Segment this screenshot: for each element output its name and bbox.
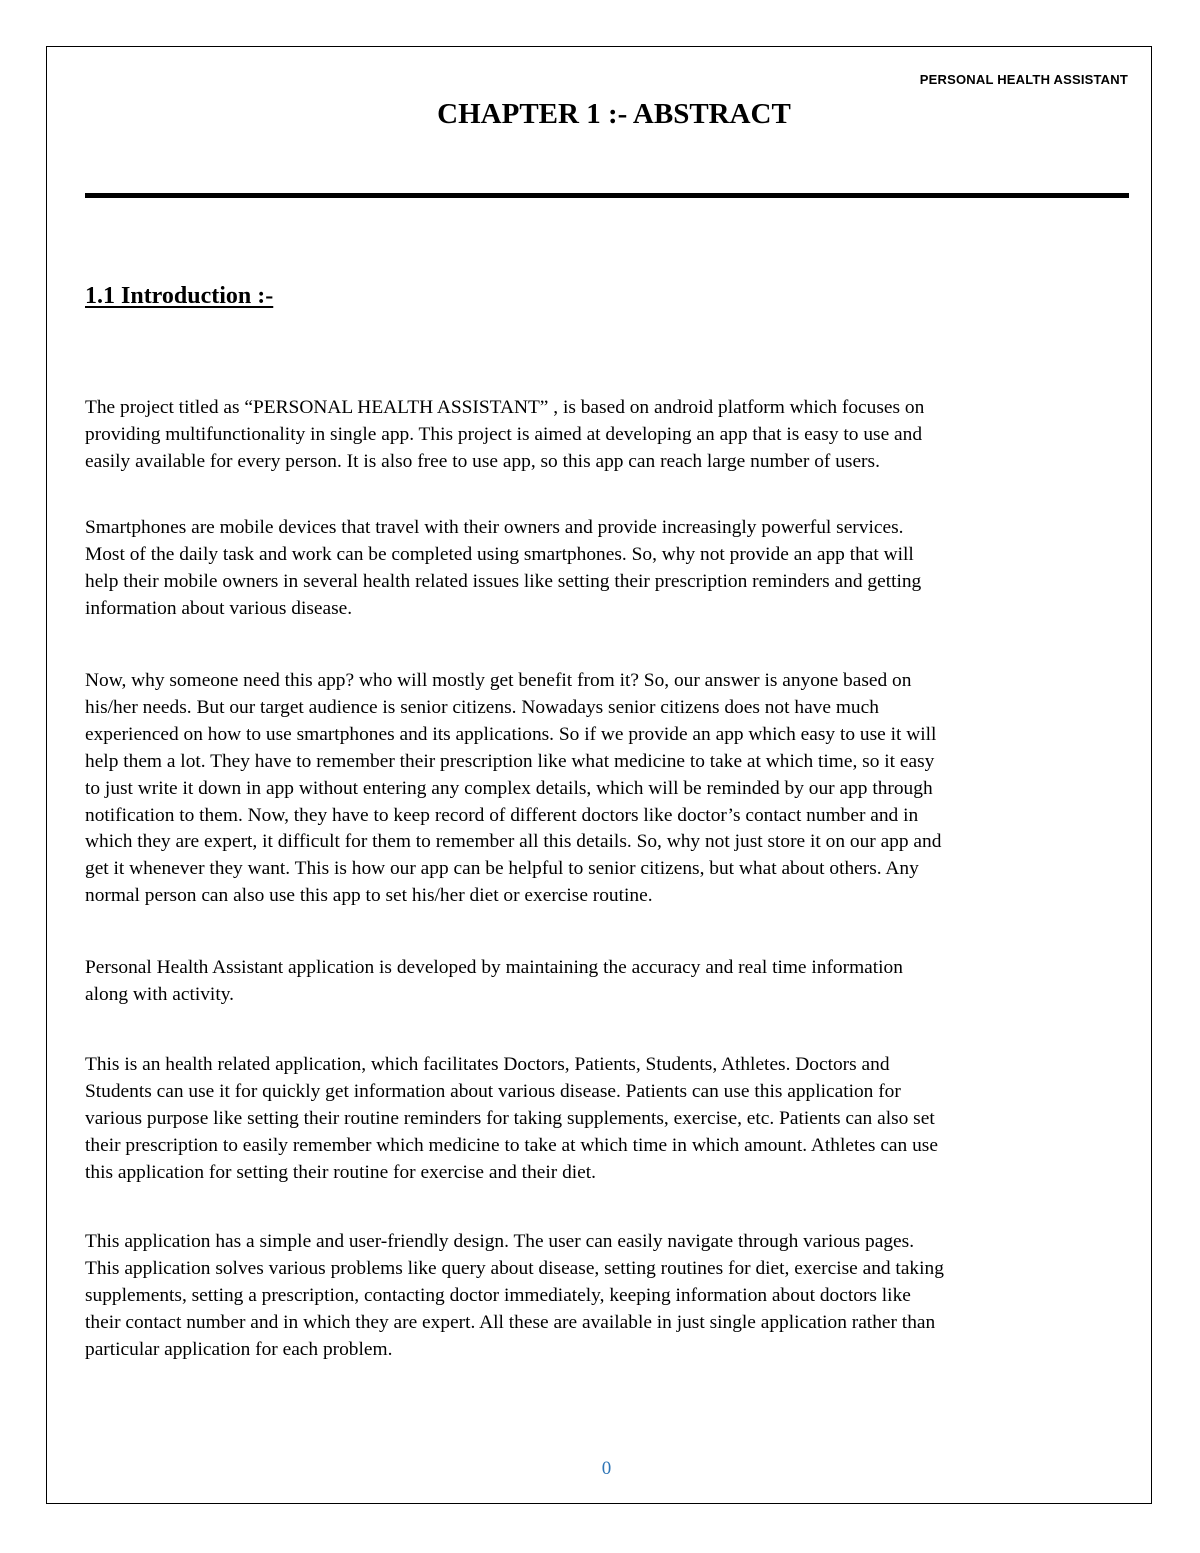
text-line: experienced on how to use smartphones and its applications. So if we provide an app which easy to use it will: [85, 723, 937, 745]
section-heading: 1.1 Introduction :-: [85, 283, 274, 309]
running-header: PERSONAL HEALTH ASSISTANT: [919, 72, 1128, 87]
paragraph-6: [85, 1229, 1133, 1364]
text-line: along with activity.: [85, 983, 234, 1005]
paragraph-2: [85, 515, 1133, 623]
paragraph-3: [85, 668, 1133, 910]
text-line: This application solves various problems like query about disease, setting routines for diet, exercise and taking: [85, 1257, 944, 1279]
text-line: their contact number and in which they are expert. All these are available in just single application rather than: [85, 1311, 936, 1333]
text-line: this application for setting their routine for exercise and their diet.: [85, 1161, 596, 1183]
text-line: help their mobile owners in several health related issues like setting their prescription reminders and getting: [85, 570, 922, 592]
text-line: This is an health related application, which facilitates Doctors, Patients, Students, Athletes. Doctors and: [85, 1054, 890, 1075]
text-line: help them a lot. They have to remember their prescription like what medicine to take at which time, so it easy: [85, 750, 935, 772]
text-line: Now, why someone need this app? who will mostly get benefit from it? So, our answer is anyone based on: [85, 670, 912, 691]
text-line: easily available for every person. It is also free to use app, so this app can reach large number of users.: [85, 450, 880, 472]
text-line: Most of the daily task and work can be completed using smartphones. So, why not provide an app that will: [85, 543, 914, 565]
title-divider: [85, 193, 1129, 198]
text-line: which they are expert, it difficult for them to remember all this details. So, why not just store it on our app and: [85, 831, 942, 853]
text-line: particular application for each problem.: [85, 1338, 393, 1360]
text-line: supplements, setting a prescription, contacting doctor immediately, keeping information about doctors like: [85, 1284, 911, 1306]
paragraph-4: [85, 955, 1133, 1009]
chapter-title: CHAPTER 1 :- ABSTRACT: [437, 98, 791, 130]
text-line: get it whenever they want. This is how our app can be helpful to senior citizens, but what about others. Any: [85, 858, 919, 880]
text-line: This application has a simple and user-friendly design. The user can easily navigate through various pages.: [85, 1231, 915, 1252]
text-line: notification to them. Now, they have to keep record of different doctors like doctor’s contact number and in: [85, 804, 919, 826]
text-line: to just write it down in app without entering any complex details, which will be reminded by our app through: [85, 777, 933, 799]
text-line: normal person can also use this app to set his/her diet or exercise routine.: [85, 885, 653, 907]
text-line: Students can use it for quickly get information about various disease. Patients can use this application for: [85, 1080, 901, 1102]
text-line: their prescription to easily remember which medicine to take at which time in which amount. Athletes can use: [85, 1134, 938, 1156]
paragraph-1: [85, 395, 1133, 476]
paragraph-5: [85, 1052, 1133, 1187]
text-line: The project titled as “PERSONAL HEALTH ASSISTANT” , is based on android platform which focuses on: [85, 397, 925, 418]
text-line: various purpose like setting their routine reminders for taking supplements, exercise, etc. Patients can also set: [85, 1107, 935, 1129]
text-line: providing multifunctionality in single app. This project is aimed at developing an app that is easy to use and: [85, 423, 923, 445]
page-number: 0: [601, 1458, 612, 1479]
text-line: his/her needs. But our target audience is senior citizens. Nowadays senior citizens does not have much: [85, 696, 879, 718]
text-line: information about various disease.: [85, 597, 353, 619]
text-line: Smartphones are mobile devices that travel with their owners and provide increasingly powerful services.: [85, 517, 904, 538]
text-line: Personal Health Assistant application is developed by maintaining the accuracy and real time information: [85, 957, 903, 978]
